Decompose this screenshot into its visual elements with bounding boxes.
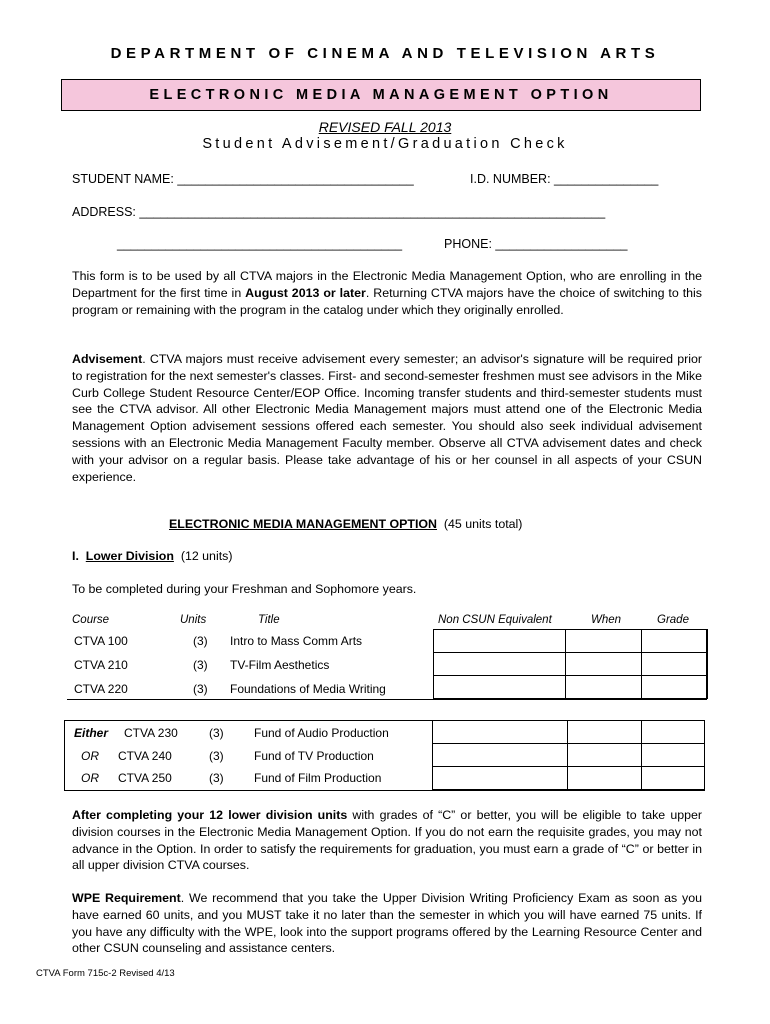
intro-paragraph: This form is to be used by all CTVA majors in the Electronic Media Management Option, who are enrolling in the Department for the first time in August 2013 or later. Returning CTVA majors have the choice of switching to this program or remaining with the program in the catalog under which they originally enrolled. — [72, 269, 702, 317]
course-code: CTVA 250 — [118, 771, 172, 785]
course-title: Fund of TV Production — [254, 749, 374, 763]
when-cell[interactable] — [566, 653, 642, 676]
when-cell[interactable] — [566, 630, 642, 653]
table-row — [433, 767, 705, 790]
wpe-paragraph: WPE Requirement. We recommend that you take the Upper Division Writing Proficiency Exam as soon as you have earned 60 units, and you MUST take it no later than the semester in which you will have earned 75 units. If you have any difficulty with the WPE, look into the support programs offered by the Learning Resource Center and other CSUN counseling and assistance centers. — [72, 891, 702, 956]
department-title: DEPARTMENT OF CINEMA AND TELEVISION ARTS — [110, 45, 660, 62]
non-csun-cell[interactable] — [434, 653, 566, 676]
non-csun-cell[interactable] — [434, 630, 566, 653]
table-row — [433, 744, 705, 767]
course-title: TV-Film Aesthetics — [230, 658, 330, 672]
col-course: Course — [72, 614, 110, 626]
course-units: (3) — [209, 726, 224, 740]
option-title-box — [61, 79, 701, 111]
when-cell[interactable] — [568, 744, 642, 767]
col-title: Title — [258, 614, 280, 626]
table-row — [433, 721, 705, 744]
phone-field[interactable]: PHONE: ___________________ — [444, 237, 628, 251]
course-units: (3) — [209, 771, 224, 785]
table-row — [434, 630, 708, 653]
course-code: CTVA 210 — [74, 658, 128, 672]
course-code: CTVA 240 — [118, 749, 172, 763]
address-line2-field[interactable]: _________________________________________ — [117, 237, 403, 251]
course-code: CTVA 100 — [74, 634, 128, 648]
revised-label: REVISED FALL 2013 — [318, 119, 452, 135]
choice-prefix: OR — [81, 771, 99, 785]
non-csun-cell[interactable] — [433, 767, 568, 790]
advisement-paragraph: Advisement. CTVA majors must receive advisement every semester; an advisor's signature will be required prior to registration for the next semester's classes. First- and second-semester freshmen must see advisors in the Mike Curb College Student Resource Center/EOP Office. Incoming transfer students and third-semester students must see the CTVA advisor. All other Electronic Media Management majors must attend one of the Electronic Media Management Option advisement sessions offered each semester. You should also seek individual advisement sessions with an Electronic Media Management Faculty member. Observe all CTVA advisement dates and check with your advisor on a regular basis. Please take advantage of his or her counsel in all aspects of your CSUN experience. — [72, 352, 702, 484]
col-units: Units — [180, 614, 207, 626]
choice-prefix: Either — [74, 726, 109, 740]
choice-courses-tracking-table — [432, 720, 705, 790]
grade-cell[interactable] — [642, 744, 705, 767]
course-title: Intro to Mass Comm Arts — [230, 634, 363, 648]
student-name-field[interactable]: STUDENT NAME: __________________________________ — [72, 172, 414, 186]
course-title: Fund of Audio Production — [254, 726, 389, 740]
choice-prefix: OR — [81, 749, 99, 763]
id-number-field[interactable]: I.D. NUMBER: _______________ — [470, 172, 659, 186]
course-units: (3) — [193, 634, 208, 648]
when-cell[interactable] — [568, 767, 642, 790]
grade-cell[interactable] — [642, 721, 705, 744]
course-units: (3) — [193, 682, 208, 696]
table-row — [434, 676, 708, 699]
non-csun-cell[interactable] — [433, 744, 568, 767]
table-row — [434, 653, 708, 676]
course-title: Fund of Film Production — [254, 771, 382, 785]
option-units-heading: ELECTRONIC MEDIA MANAGEMENT OPTION (45 units total) — [169, 517, 523, 531]
grade-cell[interactable] — [642, 630, 708, 653]
after-lower-division-paragraph: After completing your 12 lower division units with grades of “C” or better, you will be eligible to take upper division courses in the Electronic Media Management Option. If you do not earn the requisite grades, you may not advance in the Option. In order to satisfy the requirements for graduation, you must earn a grade of “C” or better in all upper division CTVA courses. — [72, 808, 703, 873]
lower-division-heading: I. Lower Division (12 units) — [72, 549, 233, 563]
non-csun-cell[interactable] — [434, 676, 566, 699]
lower-division-note: To be completed during your Freshman and Sophomore years. — [72, 582, 417, 596]
address-field[interactable]: ADDRESS: ___________________________________________________________________ — [72, 205, 606, 219]
col-non-csun: Non CSUN Equivalent — [438, 614, 552, 626]
when-cell[interactable] — [568, 721, 642, 744]
form-subtitle: Student Advisement/Graduation Check — [202, 136, 568, 152]
course-title: Foundations of Media Writing — [230, 682, 386, 696]
col-when: When — [591, 614, 622, 626]
course-code: CTVA 230 — [124, 726, 178, 740]
grade-cell[interactable] — [642, 676, 708, 699]
course-units: (3) — [193, 658, 208, 672]
when-cell[interactable] — [566, 676, 642, 699]
course-code: CTVA 220 — [74, 682, 128, 696]
non-csun-cell[interactable] — [433, 721, 568, 744]
required-courses-tracking-table — [433, 629, 708, 699]
course-units: (3) — [209, 749, 224, 763]
col-grade: Grade — [657, 614, 689, 626]
form-footer: CTVA Form 715c-2 Revised 4/13 — [36, 968, 175, 979]
grade-cell[interactable] — [642, 767, 705, 790]
grade-cell[interactable] — [642, 653, 708, 676]
option-title: ELECTRONIC MEDIA MANAGEMENT OPTION — [149, 87, 613, 103]
advisement-label: Advisement — [72, 352, 143, 366]
